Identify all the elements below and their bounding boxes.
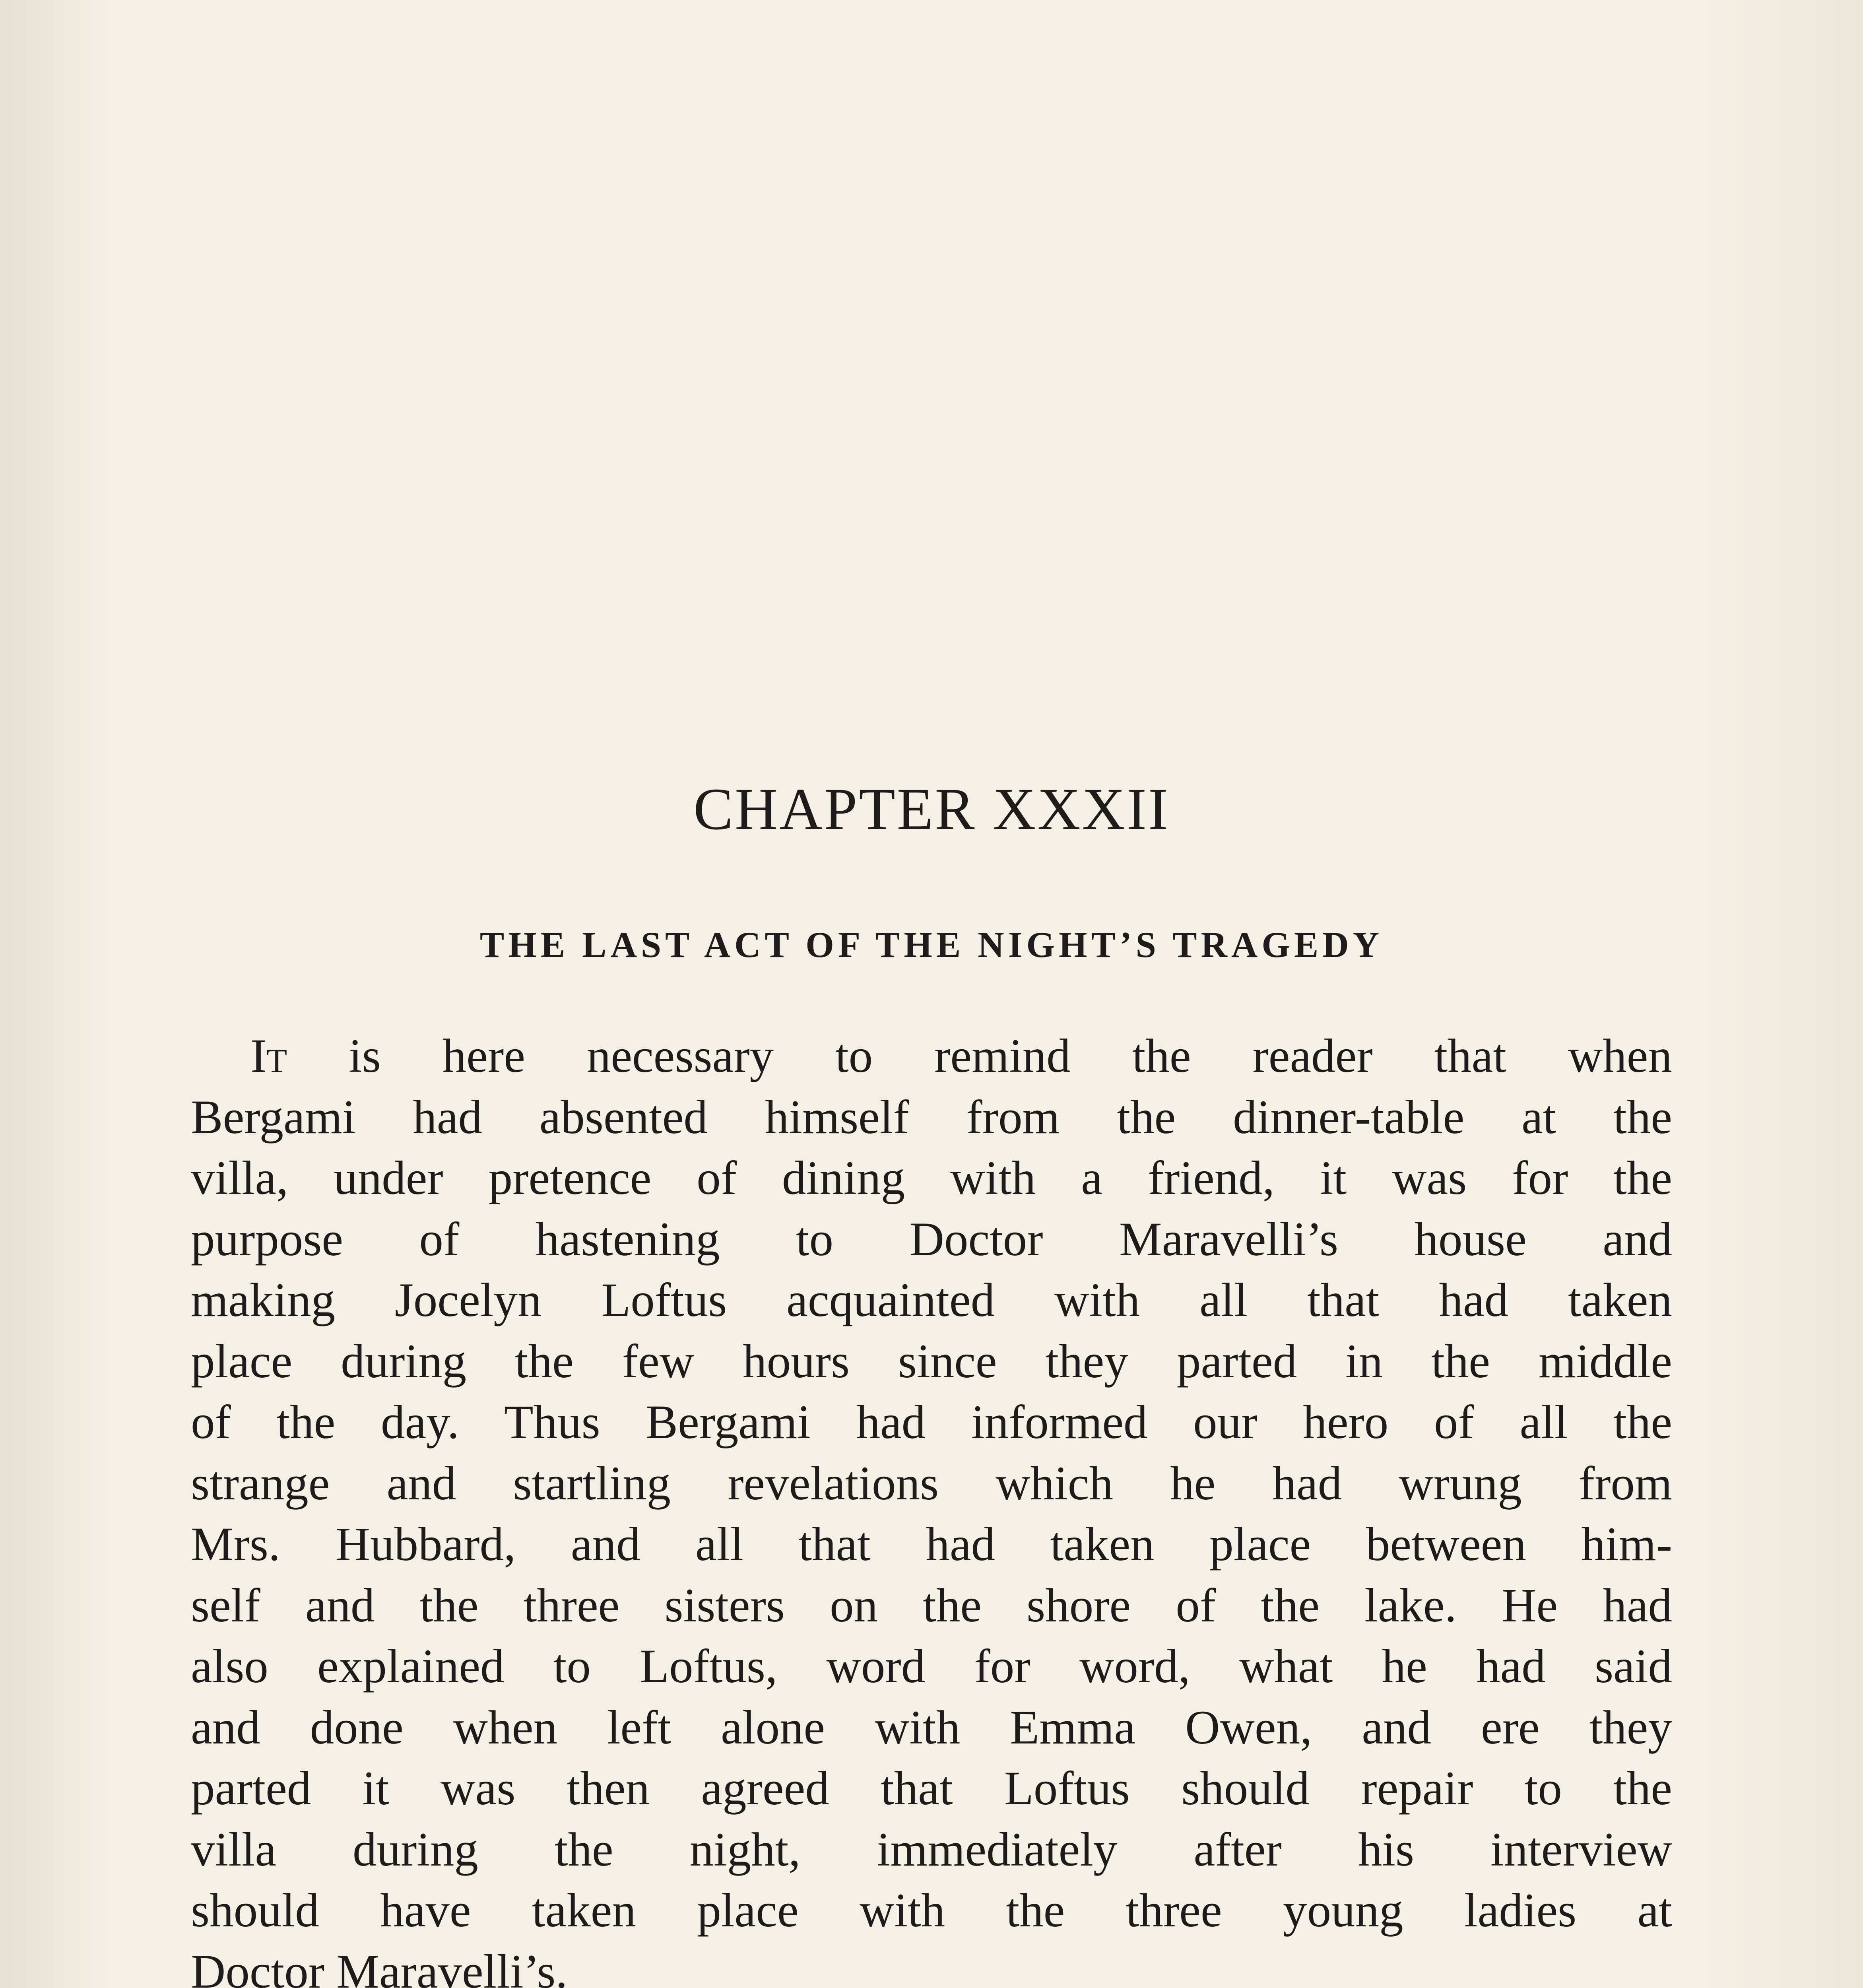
text-line: villa during the night, immediately after his interview — [191, 1823, 1672, 1876]
text-line: also explained to Loftus, word for word, what he had said — [191, 1640, 1672, 1693]
text-line: strange and startling revelations which he had wrung from — [191, 1456, 1672, 1510]
text-line: parted it was then agreed that Loftus should repair to the — [191, 1762, 1672, 1815]
text-line: and done when left alone with Emma Owen, and ere they — [191, 1701, 1672, 1754]
text-line: making Jocelyn Loftus acquainted with all that had taken — [191, 1274, 1672, 1327]
body-text — [191, 1026, 1672, 1988]
text-line: of the day. Thus Bergami had informed our hero of all the — [191, 1396, 1672, 1449]
text-line-rest: is here necessary to remind the reader that when — [287, 1029, 1672, 1083]
first-word: It — [250, 1029, 287, 1083]
text-line: place during the few hours since they parted in the middle — [191, 1334, 1672, 1388]
chapter-subtitle: THE LAST ACT OF THE NIGHT’S TRAGEDY — [479, 924, 1384, 965]
text-line: self and the three sisters on the shore of the lake. He had — [191, 1578, 1672, 1632]
text-line: Bergami had absented himself from the dinner-table at the — [191, 1090, 1672, 1144]
text-line: Doctor Maravelli’s. — [191, 1945, 568, 1988]
text-line: purpose of hastening to Doctor Maravelli’s house and — [191, 1212, 1672, 1266]
text-line — [191, 1026, 1672, 1087]
chapter-title: CHAPTER XXXII — [693, 776, 1170, 842]
text-line: villa, under pretence of dining with a friend, it was for the — [191, 1151, 1672, 1205]
text-line: Mrs. Hubbard, and all that had taken place between him- — [191, 1518, 1672, 1571]
text-line: should have taken place with the three young ladies at — [191, 1884, 1672, 1937]
